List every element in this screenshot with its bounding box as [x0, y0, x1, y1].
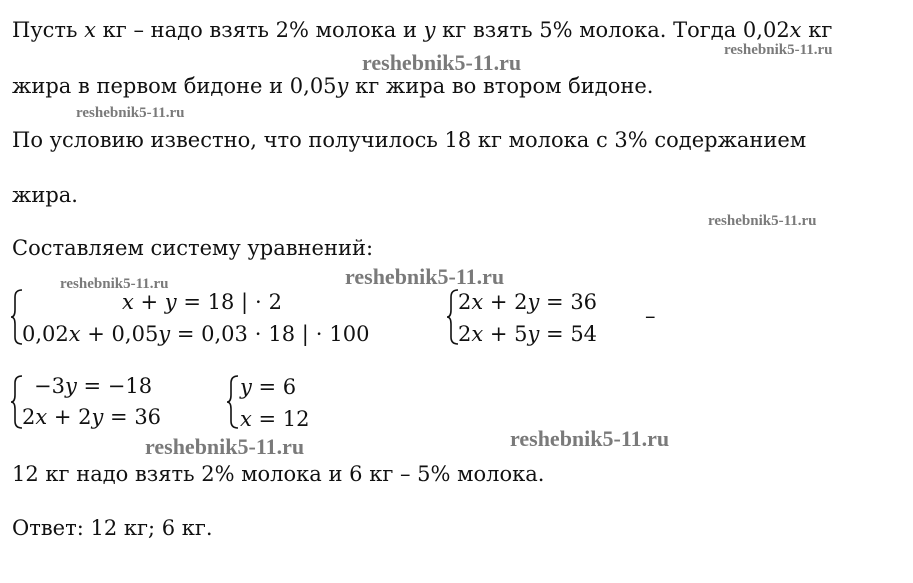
- watermark: reshebnik5-11.ru: [345, 264, 505, 289]
- watermark: reshebnik5-11.ru: [76, 105, 185, 121]
- answer-line: Ответ: 12 кг; 6 кг.: [12, 516, 213, 540]
- text-line-3: По условию известно, что получилось 18 кг молока с 3% содержанием: [12, 128, 807, 152]
- system-3-equation-1: −3𝑦 = −18: [34, 374, 153, 398]
- text-line-4: жира.: [12, 183, 78, 207]
- system-2-equation-2: 2𝑥 + 5𝑦 = 54: [458, 322, 598, 346]
- watermark: reshebnik5-11.ru: [510, 426, 670, 451]
- watermark: reshebnik5-11.ru: [708, 213, 817, 229]
- system-1-equation-2: 0,02𝑥 + 0,05𝑦 = 0,03 ⋅ 18 | ⋅ 100: [22, 322, 370, 346]
- conclusion-line: 12 кг надо взять 2% молока и 6 кг – 5% молока.: [12, 462, 545, 486]
- text-line-5: Составляем систему уравнений:: [12, 236, 374, 260]
- system-1-equation-1: 𝑥 + 𝑦 = 18 | ⋅ 2: [122, 290, 282, 314]
- text-line-2: жира в первом бидоне и 0,05𝑦 кг жира во втором бидоне.: [12, 74, 654, 98]
- system-2-equation-1: 2𝑥 + 2𝑦 = 36: [458, 290, 598, 314]
- system-3-equation-2: 2𝑥 + 2𝑦 = 36: [22, 405, 162, 429]
- watermark: reshebnik5-11.ru: [362, 50, 522, 75]
- system-4-brace: [226, 374, 240, 430]
- watermark: reshebnik5-11.ru: [724, 42, 833, 58]
- watermark: reshebnik5-11.ru: [145, 434, 305, 459]
- system-4-equation-2: 𝑥 = 12: [240, 407, 310, 431]
- system-2-operator: –: [645, 304, 656, 328]
- watermark: reshebnik5-11.ru: [60, 276, 169, 292]
- text-line-1: Пусть 𝑥 кг – надо взять 2% молока и 𝑦 кг взять 5% молока. Тогда 0,02𝑥 кг: [12, 18, 833, 42]
- system-4-equation-1: 𝑦 = 6: [240, 375, 297, 399]
